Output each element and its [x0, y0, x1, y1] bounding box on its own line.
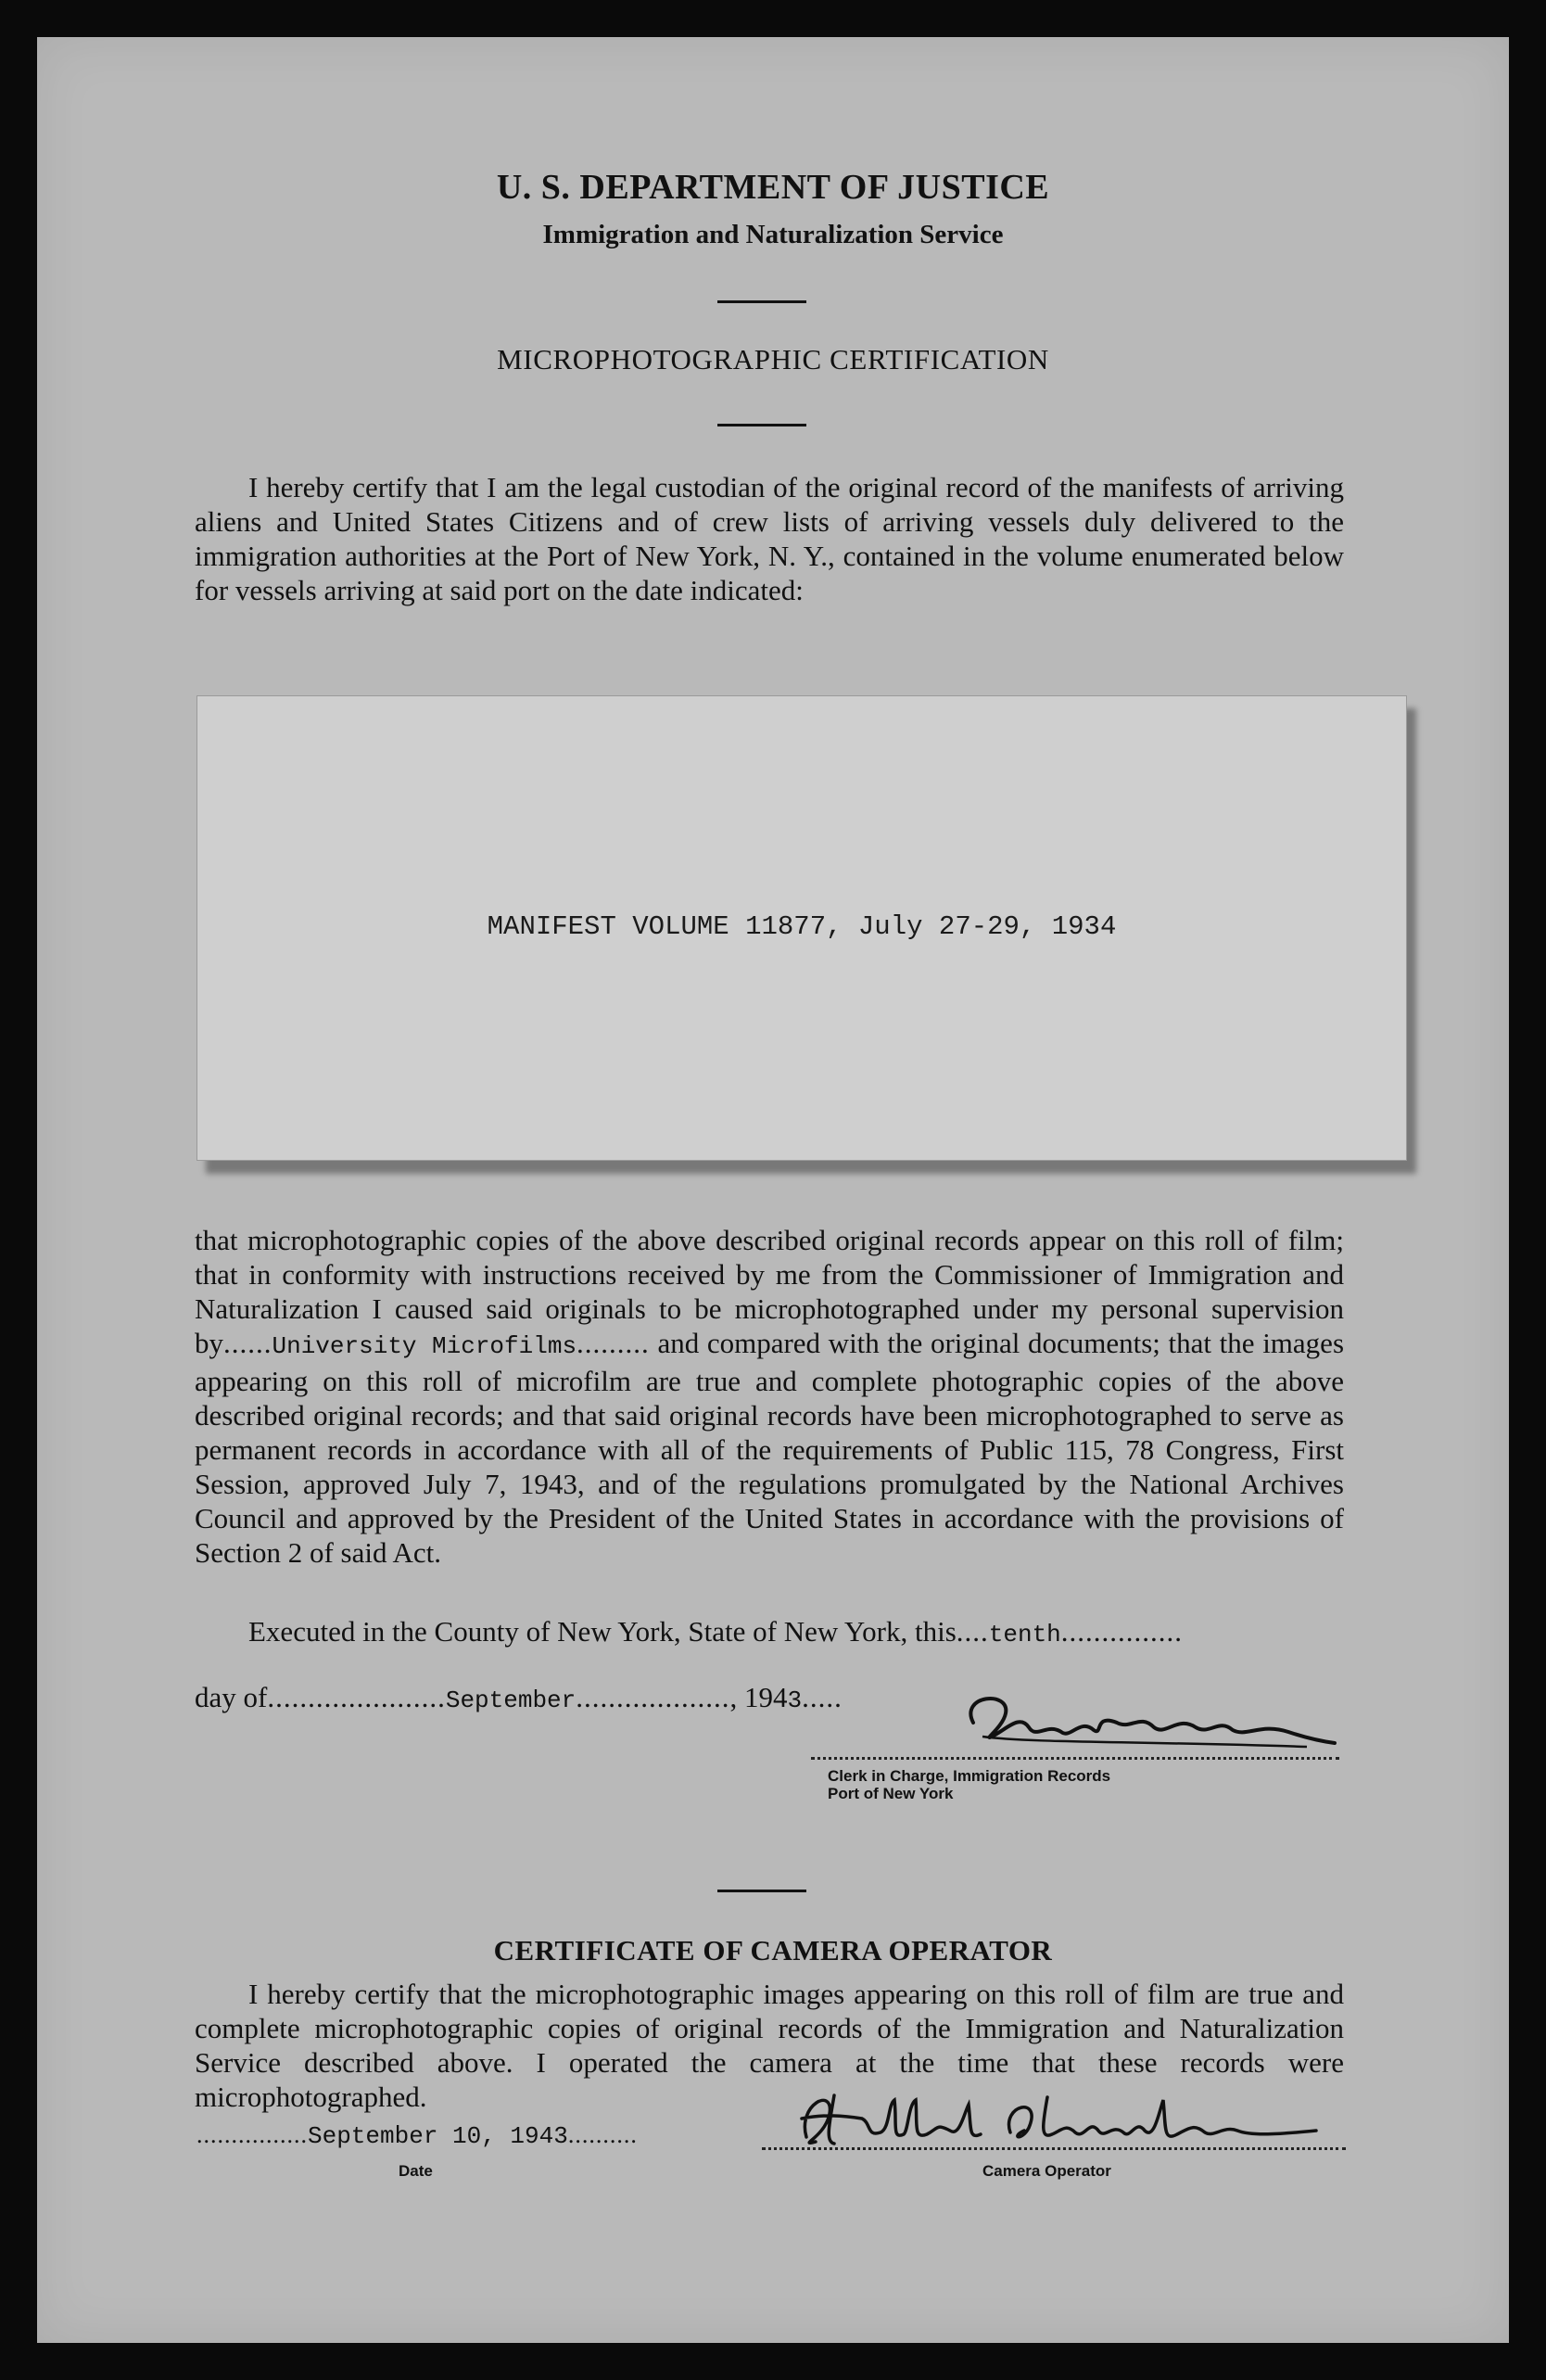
- operator-signature-line: [762, 2147, 1346, 2150]
- divider-rule: [717, 300, 806, 303]
- service-subheading: Immigration and Naturalization Service: [542, 220, 1004, 249]
- execution-day-value: tenth: [988, 1621, 1061, 1648]
- clerk-title-line1: Clerk in Charge, Immigration Records: [828, 1767, 1111, 1785]
- certificate-page: [37, 37, 1509, 2343]
- operator-paragraph: I hereby certify that the microphotographic images appearing on this roll of film are true and complete microphotographic copies of original records of the Immigration and Naturalization Service described above. I operated the camera at the time that these records were microphotographed.: [195, 1978, 1344, 2113]
- certification-body-paragraph: that microphotographic copies of the above described original records appear on this roll of film; that in conformity with instructions received by me from the Commissioner of Immigration and Naturalization I caused said originals to be microphotographed under my personal supervision by......University Microfilms......... and compared with the original documents; that the images appearing on this roll of microfilm are true and complete photographic copies of the above described original records; and that said original records have been microphotographed to serve as permanent records in accordance with all of the requirements of Public 115, 78 Congress, First Session, approved July 7, 1943, and of the regulations promulgated by the National Archives Council and approved by the President of the United States in accordance with the provisions of Section 2 of said Act.: [195, 1224, 1345, 1569]
- divider-rule: [717, 1890, 806, 1892]
- body-text-part1: that microphotographic copies of the above described original records appear on this roll of film; that in conformity with instructions received by me from the Commissioner of Immigration and Naturalization I caused said originals to be microphotographed under my personal supervision by: [195, 1224, 1344, 1359]
- execution-line: Executed in the County of New York, State of New York, this....tenth...............: [248, 1615, 1184, 1648]
- body-text-part2: and compared with the original documents; that the images appearing on this roll of microfilm are true and complete photographic copies of the above described original records; and that said original records have been microphotographed to serve as permanent records in accordance with all of the requirements of Public 115, 78 Congress, First Session, approved July 7, 1943, and of the regulations promulgated by the National Archives Council and approved by the President of the United States in accordance with the provisions of Section 2 of said Act.: [195, 1327, 1345, 1569]
- operator-date-value: September 10, 1943: [308, 2122, 568, 2150]
- manifest-volume-text: MANIFEST VOLUME 11877, July 27-29, 1934: [487, 911, 1117, 942]
- execution-month-value: September: [445, 1686, 577, 1714]
- department-heading: U. S. DEPARTMENT OF JUSTICE: [496, 168, 1050, 207]
- certification-title: MICROPHOTOGRAPHIC CERTIFICATION: [497, 343, 1049, 375]
- custodian-paragraph: I hereby certify that I am the legal custodian of the original record of the manifests of arriving aliens and United States Citizens and of crew lists of arriving vessels duly delivered to the immigration authorities at the Port of New York, N. Y., contained in the volume enumerated below for vessels arriving at said port on the date indicated:: [195, 471, 1344, 606]
- divider-rule: [717, 424, 806, 426]
- execution-year-prefix: , 194: [729, 1681, 788, 1713]
- execution-month-line: day of......................September..................., 1943.....: [195, 1681, 843, 1714]
- camera-operator-label: Camera Operator: [982, 2162, 1111, 2180]
- execution-year-digit: 3: [787, 1686, 803, 1714]
- clerk-signature-line: [811, 1757, 1339, 1760]
- date-label: Date: [399, 2162, 433, 2180]
- clerk-title: [828, 1767, 1110, 1802]
- clerk-title-line2: Port of New York: [828, 1785, 954, 1802]
- operator-date-line: ................September 10, 1943..........: [196, 2121, 638, 2150]
- filmed-by-value: University Microfilms: [272, 1332, 577, 1360]
- execution-prefix: Executed in the County of New York, State of New York, this: [248, 1615, 957, 1648]
- operator-certificate-title: CERTIFICATE OF CAMERA OPERATOR: [493, 1934, 1053, 1966]
- manifest-volume-card: [196, 695, 1407, 1161]
- day-of-label: day of: [195, 1681, 268, 1713]
